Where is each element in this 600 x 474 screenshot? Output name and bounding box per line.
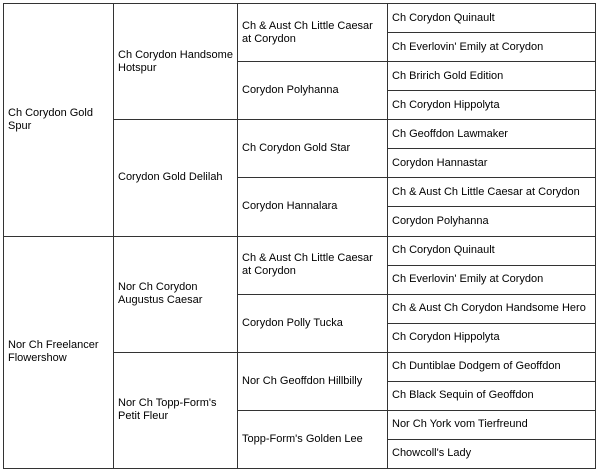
gen4-ancestor-13: Ch Duntiblae Dodgem of Geoffdon [388,352,596,381]
sire-dam-sire: Ch Corydon Gold Star [238,120,388,178]
dam: Nor Ch Freelancer Flowershow [4,236,114,469]
dam-sire-dam: Corydon Polly Tucka [238,294,388,352]
gen4-ancestor-15: Nor Ch York vom Tierfreund [388,410,596,439]
gen4-ancestor-14: Ch Black Sequin of Geoffdon [388,381,596,410]
gen4-ancestor-4: Ch Corydon Hippolyta [388,91,596,120]
dam-sire-sire: Ch & Aust Ch Little Caesar at Corydon [238,236,388,294]
dam-dam-sire: Nor Ch Geoffdon Hillbilly [238,352,388,410]
gen4-ancestor-2: Ch Everlovin' Emily at Corydon [388,33,596,62]
dam-dam: Nor Ch Topp-Form's Petit Fleur [114,352,238,468]
sire-sire-sire: Ch & Aust Ch Little Caesar at Corydon [238,4,388,62]
sire-sire: Ch Corydon Handsome Hotspur [114,4,238,120]
gen4-ancestor-1: Ch Corydon Quinault [388,4,596,33]
gen4-ancestor-3: Ch Bririch Gold Edition [388,62,596,91]
gen4-ancestor-16: Chowcoll's Lady [388,439,596,468]
gen4-ancestor-9: Ch Corydon Quinault [388,236,596,265]
gen4-ancestor-6: Corydon Hannastar [388,149,596,178]
gen4-ancestor-10: Ch Everlovin' Emily at Corydon [388,265,596,294]
sire: Ch Corydon Gold Spur [4,4,114,237]
sire-dam-dam: Corydon Hannalara [238,178,388,236]
gen4-ancestor-5: Ch Geoffdon Lawmaker [388,120,596,149]
sire-dam: Corydon Gold Delilah [114,120,238,236]
dam-sire: Nor Ch Corydon Augustus Caesar [114,236,238,352]
gen4-ancestor-11: Ch & Aust Ch Corydon Handsome Hero [388,294,596,323]
pedigree-table [3,3,596,469]
gen4-ancestor-7: Ch & Aust Ch Little Caesar at Corydon [388,178,596,207]
sire-sire-dam: Corydon Polyhanna [238,62,388,120]
gen4-ancestor-8: Corydon Polyhanna [388,207,596,236]
dam-dam-dam: Topp-Form's Golden Lee [238,410,388,468]
gen4-ancestor-12: Ch Corydon Hippolyta [388,323,596,352]
